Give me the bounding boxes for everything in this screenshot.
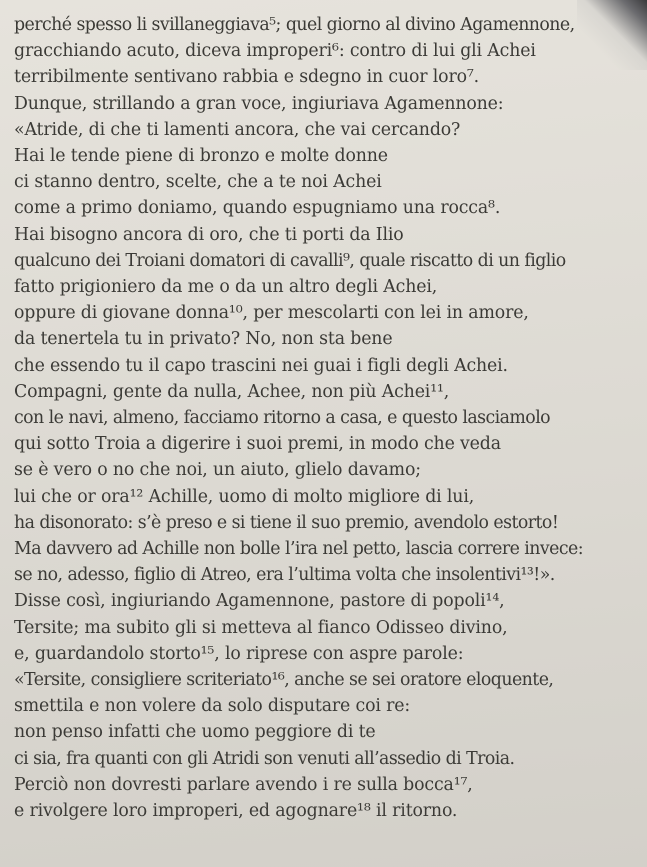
poem-line: Disse così, ingiuriando Agamennone, pastore di popoli¹⁴, bbox=[14, 591, 505, 612]
poem-text bbox=[14, 12, 634, 824]
poem-line: non penso infatti che uomo peggiore di te bbox=[14, 722, 376, 743]
poem-line: se è vero o no che noi, un aiuto, glielo davamo; bbox=[14, 460, 421, 481]
poem-line: Ma davvero ad Achille non bolle l’ira nel petto, lascia correre invece: bbox=[14, 539, 584, 560]
poem-line: Perciò non dovresti parlare avendo i re sulla bocca¹⁷, bbox=[14, 774, 473, 795]
poem-line: fatto prigioniero da me o da un altro degli Achei, bbox=[14, 277, 438, 298]
poem-line: se no, adesso, figlio di Atreo, era l’ultima volta che insolentivi¹³!». bbox=[14, 565, 555, 586]
poem-line: qualcuno dei Troiani domatori di cavalli⁹, quale riscatto di un figlio bbox=[14, 250, 566, 271]
poem-line: con le navi, almeno, facciamo ritorno a casa, e questo lasciamolo bbox=[14, 408, 551, 429]
poem-line: gracchiando acuto, diceva improperi⁶: contro di lui gli Achei bbox=[14, 41, 536, 62]
poem-line: come a primo doniamo, quando espugniamo una rocca⁸. bbox=[14, 198, 501, 219]
poem-line: ci sia, fra quanti con gli Atridi son venuti all’assedio di Troia. bbox=[14, 748, 515, 769]
poem-line: perché spesso li svillaneggiava⁵; quel giorno al divino Agamennone, bbox=[14, 15, 575, 35]
poem-line: da tenertela tu in privato? No, non sta bene bbox=[14, 329, 393, 350]
poem-line: terribilmente sentivano rabbia e sdegno in cuor loro⁷. bbox=[14, 67, 480, 88]
poem-line: lui che or ora¹² Achille, uomo di molto migliore di lui, bbox=[14, 486, 475, 507]
poem-line: oppure di giovane donna¹⁰, per mescolarti con lei in amore, bbox=[14, 303, 529, 324]
poem-line: Hai bisogno ancora di oro, che ti porti da Ilio bbox=[14, 224, 404, 245]
poem-line: Dunque, strillando a gran voce, ingiuriava Agamennone: bbox=[14, 93, 504, 114]
poem-line: Compagni, gente da nulla, Achee, non più Achei¹¹, bbox=[14, 381, 450, 402]
poem-line: e, guardandolo storto¹⁵, lo riprese con aspre parole: bbox=[14, 643, 464, 664]
poem-line: Hai le tende piene di bronzo e molte donne bbox=[14, 146, 388, 167]
poem-line: «Tersite, consigliere scriteriato¹⁶, anche se sei oratore eloquente, bbox=[14, 670, 554, 691]
poem-line: ci stanno dentro, scelte, che a te noi Achei bbox=[14, 172, 382, 193]
poem-line: smettila e non volere da solo disputare coi re: bbox=[14, 696, 411, 717]
poem-line: «Atride, di che ti lamenti ancora, che vai cercando? bbox=[14, 119, 461, 140]
poem-line: Tersite; ma subito gli si metteva al fianco Odisseo divino, bbox=[14, 617, 508, 638]
poem-line: qui sotto Troia a digerire i suoi premi, in modo che veda bbox=[14, 434, 501, 455]
poem-line: ha disonorato: s’è preso e si tiene il suo premio, avendolo estorto! bbox=[14, 512, 559, 533]
poem-line: e rivolgere loro improperi, ed agognare¹⁸ il ritorno. bbox=[14, 801, 458, 822]
poem-line: che essendo tu il capo trascini nei guai i figli degli Achei. bbox=[14, 355, 508, 376]
